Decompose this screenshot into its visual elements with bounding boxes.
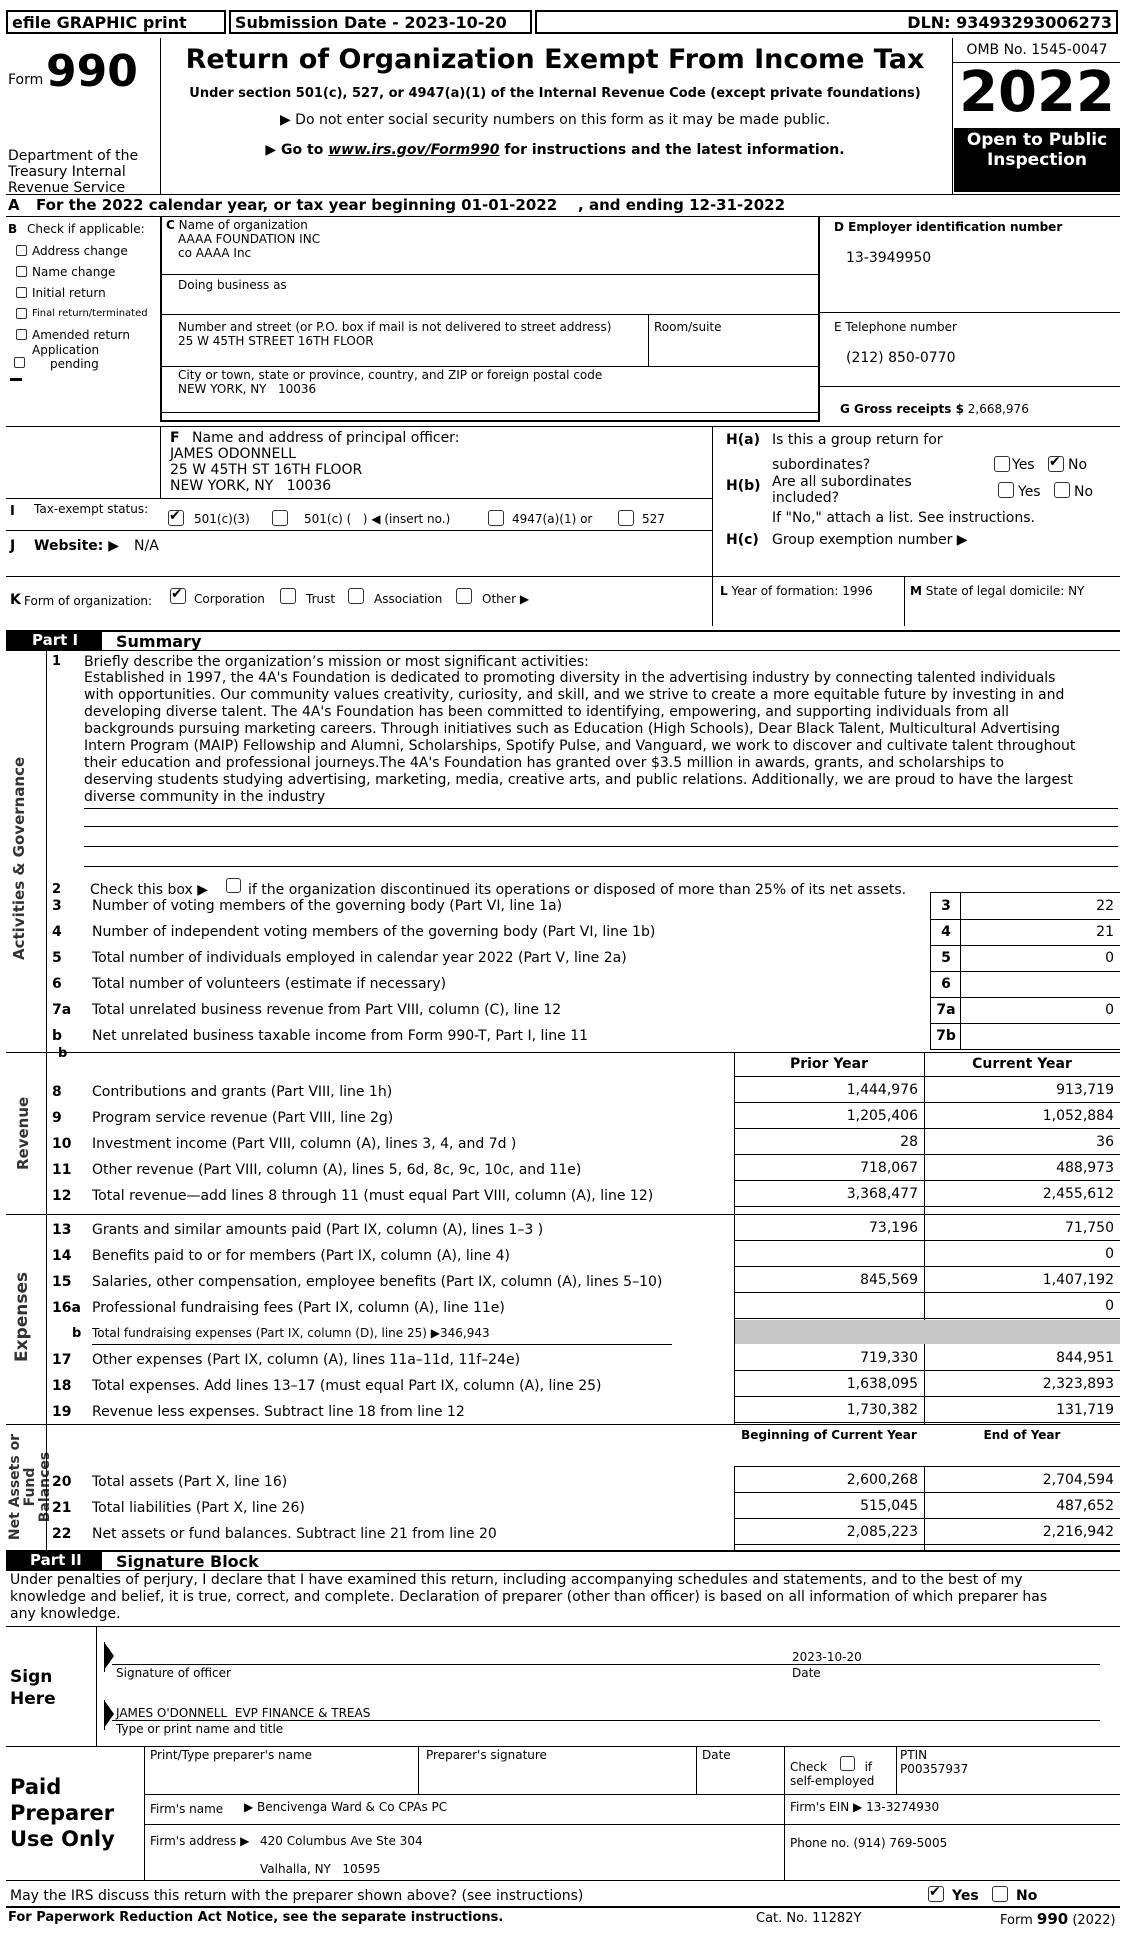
address-change-label: Address change xyxy=(32,244,128,258)
prior-year-value: 73,196 xyxy=(869,1220,918,1236)
paperwork-notice: For Paperwork Reduction Act Notice, see the separate instructions. xyxy=(8,1910,504,1925)
gov-line-value: 21 xyxy=(1096,924,1114,940)
gov-line-label: Net unrelated business taxable income from Form 990-T, Part I, line 11 xyxy=(92,1028,589,1044)
ha-no-label: No xyxy=(1068,457,1088,473)
part2-title: Signature Block xyxy=(116,1552,259,1571)
table-line-num: 9 xyxy=(52,1110,62,1126)
gov-line-label: Number of voting members of the governing body (Part VI, line 1a) xyxy=(92,898,563,914)
form-number: 990 xyxy=(46,46,138,97)
section-j-label: J xyxy=(10,538,16,554)
discuss-yes-checkbox[interactable] xyxy=(928,1886,944,1902)
prior-year-value: 1,730,382 xyxy=(846,1402,918,1418)
mission-line: their education and professional journeys.The 4A's Foundation has granted over $3.5 million in awards, grants, and scholarships to xyxy=(84,755,1005,771)
penalty-line: any knowledge. xyxy=(10,1606,121,1622)
line1-label: Briefly describe the organization’s mission or most significant activities: xyxy=(84,654,589,670)
section-a-label: A xyxy=(8,196,20,214)
prior-year-value: 28 xyxy=(900,1134,918,1150)
gov-line-box: 4 xyxy=(941,924,951,940)
trust-label: Trust xyxy=(306,592,336,606)
sign-here: Sign Here xyxy=(10,1667,56,1709)
section-b-label: B xyxy=(8,222,18,236)
instructions-post: for instructions and the latest information. xyxy=(499,142,845,158)
current-year-value: 2,216,942 xyxy=(1042,1524,1114,1540)
signature-label: Signature of officer xyxy=(116,1666,231,1680)
501c3-label: 501(c)(3) xyxy=(194,512,250,526)
table-line-num: 10 xyxy=(52,1136,72,1152)
form-footer-number: 990 xyxy=(1036,1910,1069,1928)
table-line-num: 20 xyxy=(52,1474,72,1490)
ptin-label: PTIN xyxy=(900,1748,928,1762)
signature-date: 2023-10-20 xyxy=(792,1650,862,1664)
prior-year-value: 3,368,477 xyxy=(846,1186,918,1202)
phone-value: (212) 850-0770 xyxy=(846,350,956,366)
table-line-label: Professional fundraising fees (Part IX, column (A), line 11e) xyxy=(92,1300,505,1316)
corporation-label: Corporation xyxy=(194,592,265,606)
gov-line-box: 7b xyxy=(936,1028,956,1044)
legal-domicile xyxy=(910,584,1084,598)
firm-address-label: Firm's address ▶ xyxy=(150,1834,250,1848)
ha-yes-checkbox[interactable] xyxy=(994,456,1010,472)
phone-label: E Telephone number xyxy=(834,320,957,334)
table-line-label: Total expenses. Add lines 13–17 (must equal Part IX, column (A), line 25) xyxy=(92,1378,602,1394)
if-text: if xyxy=(864,1760,873,1774)
current-year-value: 2,455,612 xyxy=(1042,1186,1114,1202)
gov-line-num: 4 xyxy=(52,924,62,940)
prior-year-value: 515,045 xyxy=(860,1498,918,1514)
officer-city: NEW YORK, NY 10036 xyxy=(170,478,332,494)
table-line-num: 12 xyxy=(52,1188,72,1204)
table-line-label: Salaries, other compensation, employee benefits (Part IX, column (A), lines 5–10) xyxy=(92,1274,663,1290)
gov-line-num: b xyxy=(52,1028,63,1044)
gov-line-box: 5 xyxy=(941,950,951,966)
col-end-year: End of Year xyxy=(983,1428,1061,1442)
officer-name-title: JAMES O'DONNELL EVP FINANCE & TREAS xyxy=(116,1706,371,1720)
line2-num: 2 xyxy=(52,882,62,897)
form-subtitle: Under section 501(c), 527, or 4947(a)(1) of the Internal Revenue Code (except private foundations) xyxy=(189,86,921,101)
current-year-value: 1,052,884 xyxy=(1042,1108,1114,1124)
officer-name: JAMES ODONNELL xyxy=(170,446,296,462)
side-net-assets: Net Assets or Fund Balances xyxy=(7,1433,53,1541)
current-year-value: 2,704,594 xyxy=(1042,1472,1114,1488)
rev-b-label: b xyxy=(58,1046,68,1061)
association-label: Association xyxy=(374,592,443,606)
other-label: Other ▶ xyxy=(482,592,530,606)
form-title: Return of Organization Exempt From Income Tax xyxy=(185,44,925,75)
table-line-label: Grants and similar amounts paid (Part IX, column (A), lines 1–3 ) xyxy=(92,1222,544,1238)
table-line-label: Other revenue (Part VIII, column (A), lines 5, 6d, 8c, 9c, 10c, and 11e) xyxy=(92,1162,582,1178)
gross-receipts xyxy=(840,402,1029,416)
address-change-checkbox[interactable] xyxy=(16,245,27,256)
table-line-label: Total revenue—add lines 8 through 11 (must equal Part VIII, column (A), line 12) xyxy=(92,1188,654,1204)
discuss-yes-label: Yes xyxy=(952,1888,979,1904)
current-year-value: 0 xyxy=(1105,1298,1114,1314)
initial-return-label: Initial return xyxy=(32,286,106,300)
amended-return-label: Amended return xyxy=(32,328,131,342)
section-b-title: Check if applicable: xyxy=(26,222,145,236)
section-f-letter: F xyxy=(170,430,180,446)
prior-year-value: 719,330 xyxy=(860,1350,918,1366)
line16b-shade xyxy=(735,1320,1120,1344)
mission-line: Intern Program (MAIP) Fellowship and Alumni, Scholarships, Spotify Pulse, and Vanguard, we work to discover and cultivate talent throughout xyxy=(84,738,1076,754)
hb-no-checkbox[interactable] xyxy=(1054,482,1070,498)
ha-text1: Is this a group return for xyxy=(772,432,943,448)
room-suite-label: Room/suite xyxy=(654,320,722,334)
col-begin-year: Beginning of Current Year xyxy=(741,1428,917,1442)
officer-street: 25 W 45TH ST 16TH FLOOR xyxy=(170,462,363,478)
gov-line-value: 0 xyxy=(1105,1002,1114,1018)
prior-year-value: 2,085,223 xyxy=(846,1524,918,1540)
part1-title: Summary xyxy=(116,632,202,651)
gov-line-label: Number of independent voting members of the governing body (Part VI, line 1b) xyxy=(92,924,656,940)
name-title-label: Type or print name and title xyxy=(116,1722,284,1736)
line1-num: 1 xyxy=(52,654,62,669)
current-year-value: 36 xyxy=(1096,1134,1114,1150)
principal-officer-text: Name and address of principal officer: xyxy=(192,430,460,446)
hb-label: H(b) xyxy=(726,478,761,494)
city-value: NEW YORK, NY 10036 xyxy=(178,382,317,396)
website-value: N/A xyxy=(134,538,159,554)
table-line-label: Other expenses (Part IX, column (A), lines 11a–11d, 11f–24e) xyxy=(92,1352,521,1368)
line2-pre: Check this box ▶ xyxy=(90,882,209,898)
sign-arrow-2 xyxy=(104,1700,114,1728)
gov-line-label: Total unrelated business revenue from Part VIII, column (C), line 12 xyxy=(92,1002,562,1018)
current-year-value: 488,973 xyxy=(1056,1160,1114,1176)
table-line-num: 19 xyxy=(52,1404,72,1420)
section-k-label: K xyxy=(10,592,21,608)
penalty-text xyxy=(10,1572,1120,1623)
year-formation-text: Year of formation: 1996 xyxy=(731,584,873,598)
firm-address-line1: 420 Columbus Ave Ste 304 xyxy=(260,1834,423,1848)
table-line-label: Program service revenue (Part VIII, line 2g) xyxy=(92,1110,394,1126)
trust-checkbox[interactable] xyxy=(280,588,296,604)
prior-year-value: 1,205,406 xyxy=(846,1108,918,1124)
gov-line-label: Total number of individuals employed in calendar year 2022 (Part V, line 2a) xyxy=(92,950,627,966)
mission-line: developing diverse talent. The 4A's Foundation has been committed to identifying, empowering, and supporting individuals from all xyxy=(84,704,1010,720)
section-m-letter: M xyxy=(910,584,922,598)
mission-line: diverse community in the industry xyxy=(84,789,326,805)
table-line-num: 13 xyxy=(52,1222,72,1238)
table-line-num: 11 xyxy=(52,1162,72,1178)
tax-year: 2022 xyxy=(959,60,1115,125)
table-line-num: 22 xyxy=(52,1526,72,1542)
side-revenue: Revenue xyxy=(14,1096,32,1170)
year-formation xyxy=(720,584,873,598)
table-line-num: 18 xyxy=(52,1378,72,1394)
firm-ein: Firm's EIN ▶ 13-3274930 xyxy=(790,1800,940,1814)
4947-label: 4947(a)(1) or xyxy=(512,512,593,526)
table-line-label: Revenue less expenses. Subtract line 18 from line 12 xyxy=(92,1404,465,1420)
self-employed-text: self-employed xyxy=(790,1774,875,1788)
hb-note: If "No," attach a list. See instructions. xyxy=(772,510,1035,526)
department: Department of the Treasury Internal Revenue Service xyxy=(8,148,139,196)
dba-label: Doing business as xyxy=(178,278,287,292)
irs-discuss-question: May the IRS discuss this return with the preparer shown above? (see instructions) xyxy=(10,1888,584,1904)
preparer-sig-label: Preparer's signature xyxy=(426,1748,547,1762)
current-year-value: 913,719 xyxy=(1056,1082,1114,1098)
hb-yes-checkbox[interactable] xyxy=(998,482,1014,498)
other-checkbox[interactable] xyxy=(456,588,472,604)
check-text: Check xyxy=(790,1760,827,1774)
street-label: Number and street (or P.O. box if mail is not delivered to street address) xyxy=(178,320,612,334)
discontinued-checkbox[interactable] xyxy=(226,878,241,893)
table-line-num: 16a xyxy=(52,1300,81,1316)
form-footer xyxy=(1000,1910,1116,1928)
mission-text xyxy=(84,670,1124,806)
open-public-badge: Open to Public Inspection xyxy=(954,128,1120,192)
self-employed-checkbox[interactable] xyxy=(840,1756,855,1771)
top-bar xyxy=(6,10,1118,34)
dln: DLN: 93493293006273 xyxy=(535,10,1118,34)
org-name-label: Name of organization xyxy=(178,218,308,232)
section-l-letter: L xyxy=(720,584,728,598)
gov-line-box: 6 xyxy=(941,976,951,992)
tax-exempt-title: Tax-exempt status: xyxy=(34,502,149,516)
date-label: Date xyxy=(792,1666,821,1680)
501c-checkbox[interactable] xyxy=(272,510,288,526)
section-c-label xyxy=(166,218,308,232)
submission-date: Submission Date - 2023-10-20 xyxy=(229,10,532,34)
gov-line-label: Total number of volunteers (estimate if necessary) xyxy=(92,976,447,992)
name-change-label: Name change xyxy=(32,265,116,279)
application-pending-label: Application pending xyxy=(32,343,100,371)
city-label: City or town, state or province, country, and ZIP or foreign postal code xyxy=(178,368,603,382)
ha-label: H(a) xyxy=(726,432,760,448)
table-line-label: Total liabilities (Part X, line 26) xyxy=(92,1500,305,1516)
gov-line-num: 7a xyxy=(52,1002,72,1018)
mission-line: with opportunities. Our community values creativity, curiosity, and skill, and we strive to create a more equitable future by investing in and xyxy=(84,687,1065,703)
side-activities: Activities & Governance xyxy=(10,756,28,960)
current-year-value: 487,652 xyxy=(1056,1498,1114,1514)
ein-value: 13-3949950 xyxy=(846,250,932,266)
tax-year-range: For the 2022 calendar year, or tax year beginning 01-01-2022 , and ending 12-31-2022 xyxy=(36,196,786,214)
mission-line: backgrounds pursuing marketing careers. Through initiatives such as Education (High Schools), Dear Black Talent, Multicultural Advertising xyxy=(84,721,1061,737)
prior-year-value: 718,067 xyxy=(860,1160,918,1176)
gov-line-box: 7a xyxy=(936,1002,956,1018)
ptin-value: P00357937 xyxy=(900,1762,969,1776)
firm-address-line2: Valhalla, NY 10595 xyxy=(260,1862,381,1876)
instructions-notice xyxy=(162,142,948,158)
efile-label: efile GRAPHIC print xyxy=(6,10,226,34)
current-year-value: 1,407,192 xyxy=(1042,1272,1114,1288)
paid-preparer-title: Paid Preparer Use Only xyxy=(10,1775,115,1851)
street-value: 25 W 45TH STREET 16TH FLOOR xyxy=(178,334,374,348)
firm-name-label: Firm's name xyxy=(150,1802,224,1816)
section-b xyxy=(8,222,158,236)
table-line-label: Benefits paid to or for members (Part IX, column (A), line 4) xyxy=(92,1248,510,1264)
form-word: Form xyxy=(8,72,44,88)
527-label: 527 xyxy=(642,512,665,526)
initial-return-checkbox[interactable] xyxy=(16,287,27,298)
current-year-value: 131,719 xyxy=(1056,1402,1114,1418)
preparer-date-label: Date xyxy=(702,1748,731,1762)
amended-return-checkbox[interactable] xyxy=(16,329,27,340)
table-line-num: 8 xyxy=(52,1084,62,1100)
prior-year-value: 2,600,268 xyxy=(846,1472,918,1488)
527-checkbox[interactable] xyxy=(618,510,634,526)
ein-label: D Employer identification number xyxy=(834,220,1063,234)
hc-text: Group exemption number ▶ xyxy=(772,532,968,548)
penalty-line: Under penalties of perjury, I declare that I have examined this return, including accompanying schedules and statements, and to the best of my xyxy=(10,1572,1023,1588)
table-line-label: Net assets or fund balances. Subtract line 21 from line 20 xyxy=(92,1526,497,1542)
gov-line-num: 5 xyxy=(52,950,62,966)
col-prior-year: Prior Year xyxy=(789,1056,869,1072)
firm-phone: Phone no. (914) 769-5005 xyxy=(790,1836,948,1850)
final-return-label: Final return/terminated xyxy=(32,308,148,319)
part2-tag: Part II xyxy=(6,1551,102,1570)
line16b-label: Total fundraising expenses (Part IX, column (D), line 25) ▶346,943 xyxy=(92,1326,490,1340)
form-footer-year: (2022) xyxy=(1072,1913,1116,1928)
col-current-year: Current Year xyxy=(972,1056,1072,1072)
table-line-label: Investment income (Part VIII, column (A), lines 3, 4, and 7d ) xyxy=(92,1136,517,1152)
final-return-checkbox[interactable] xyxy=(16,308,27,319)
instructions-pre: ▶ Go to xyxy=(265,142,329,158)
form-of-org-title: Form of organization: xyxy=(24,594,153,608)
hb-no-label: No xyxy=(1074,484,1094,500)
table-line-label: Total assets (Part X, line 16) xyxy=(92,1474,288,1490)
prior-year-value: 1,638,095 xyxy=(846,1376,918,1392)
prior-year-value: 1,444,976 xyxy=(846,1082,918,1098)
hc-label: H(c) xyxy=(726,532,759,548)
form-footer-word: Form xyxy=(1000,1913,1033,1928)
table-line-num: 21 xyxy=(52,1500,72,1516)
gross-receipts-value: 2,668,976 xyxy=(967,402,1029,416)
irs-link[interactable]: www.irs.gov/Form990 xyxy=(328,142,500,158)
legal-domicile-text: State of legal domicile: NY xyxy=(925,584,1085,598)
principal-officer-label xyxy=(170,430,459,446)
501c3-checkbox[interactable] xyxy=(168,510,184,526)
org-name: AAAA FOUNDATION INC xyxy=(178,232,321,246)
table-line-num: 14 xyxy=(52,1248,72,1264)
current-year-value: 71,750 xyxy=(1065,1220,1114,1236)
section-i-label: I xyxy=(10,504,15,519)
501c-label: 501(c) ( ) ◀ (insert no.) xyxy=(304,512,451,526)
association-checkbox[interactable] xyxy=(348,588,364,604)
table-line-num: 17 xyxy=(52,1352,72,1368)
table-line-num: 15 xyxy=(52,1274,72,1290)
org-co: co AAAA Inc xyxy=(178,246,252,260)
penalty-line: knowledge and belief, it is true, correct, and complete. Declaration of preparer (other than officer) is based on all information of which preparer has xyxy=(10,1589,1048,1605)
gov-line-value: 22 xyxy=(1096,898,1114,914)
preparer-name-label: Print/Type preparer's name xyxy=(150,1748,313,1762)
4947-checkbox[interactable] xyxy=(488,510,504,526)
corporation-checkbox[interactable] xyxy=(170,588,186,604)
part1-tag: Part I xyxy=(6,631,102,650)
discuss-no-checkbox[interactable] xyxy=(992,1886,1008,1902)
ssn-notice: ▶ Do not enter social security numbers on this form as it may be made public. xyxy=(279,112,831,128)
check-label xyxy=(790,1760,874,1788)
side-expenses: Expenses xyxy=(12,1271,32,1362)
mission-line: Established in 1997, the 4A's Foundation is dedicated to promoting diversity in the advertising industry by connecting talented individuals xyxy=(84,670,1056,686)
gov-line-value: 0 xyxy=(1105,950,1114,966)
name-change-checkbox[interactable] xyxy=(16,266,27,277)
section-c-letter: C xyxy=(166,218,175,232)
hb-yes-label: Yes xyxy=(1018,484,1041,500)
sign-arrow xyxy=(104,1642,114,1670)
gross-receipts-label: G Gross receipts $ xyxy=(840,402,964,416)
gov-line-num: 6 xyxy=(52,976,62,992)
current-year-value: 2,323,893 xyxy=(1042,1376,1114,1392)
gov-line-box: 3 xyxy=(941,898,951,914)
table-line-label: Contributions and grants (Part VIII, line 1h) xyxy=(92,1084,393,1100)
gov-line-num: 3 xyxy=(52,898,62,914)
ha-yes-label: Yes xyxy=(1012,457,1035,473)
prior-year-value: 845,569 xyxy=(860,1272,918,1288)
firm-name-value: ▶ Bencivenga Ward & Co CPAs PC xyxy=(244,1800,448,1814)
hb-text1: Are all subordinates xyxy=(772,474,912,490)
line2-post: if the organization discontinued its operations or disposed of more than 25% of its net assets. xyxy=(248,882,907,898)
cat-number: Cat. No. 11282Y xyxy=(756,1911,862,1926)
current-year-value: 0 xyxy=(1105,1246,1114,1262)
mission-line: deserving students studying advertising, marketing, media, creative arts, and public relations. Additionally, we are proud to have the largest xyxy=(84,772,1073,788)
omb-number: OMB No. 1545-0047 xyxy=(966,42,1108,58)
current-year-value: 844,951 xyxy=(1056,1350,1114,1366)
ha-text2: subordinates? xyxy=(772,457,871,473)
ha-no-checkbox[interactable] xyxy=(1048,456,1064,472)
discuss-no-label: No xyxy=(1016,1888,1038,1904)
line16b-num: b xyxy=(72,1326,82,1341)
website-title: Website: ▶ xyxy=(34,538,120,554)
hb-text2: included? xyxy=(772,490,840,506)
